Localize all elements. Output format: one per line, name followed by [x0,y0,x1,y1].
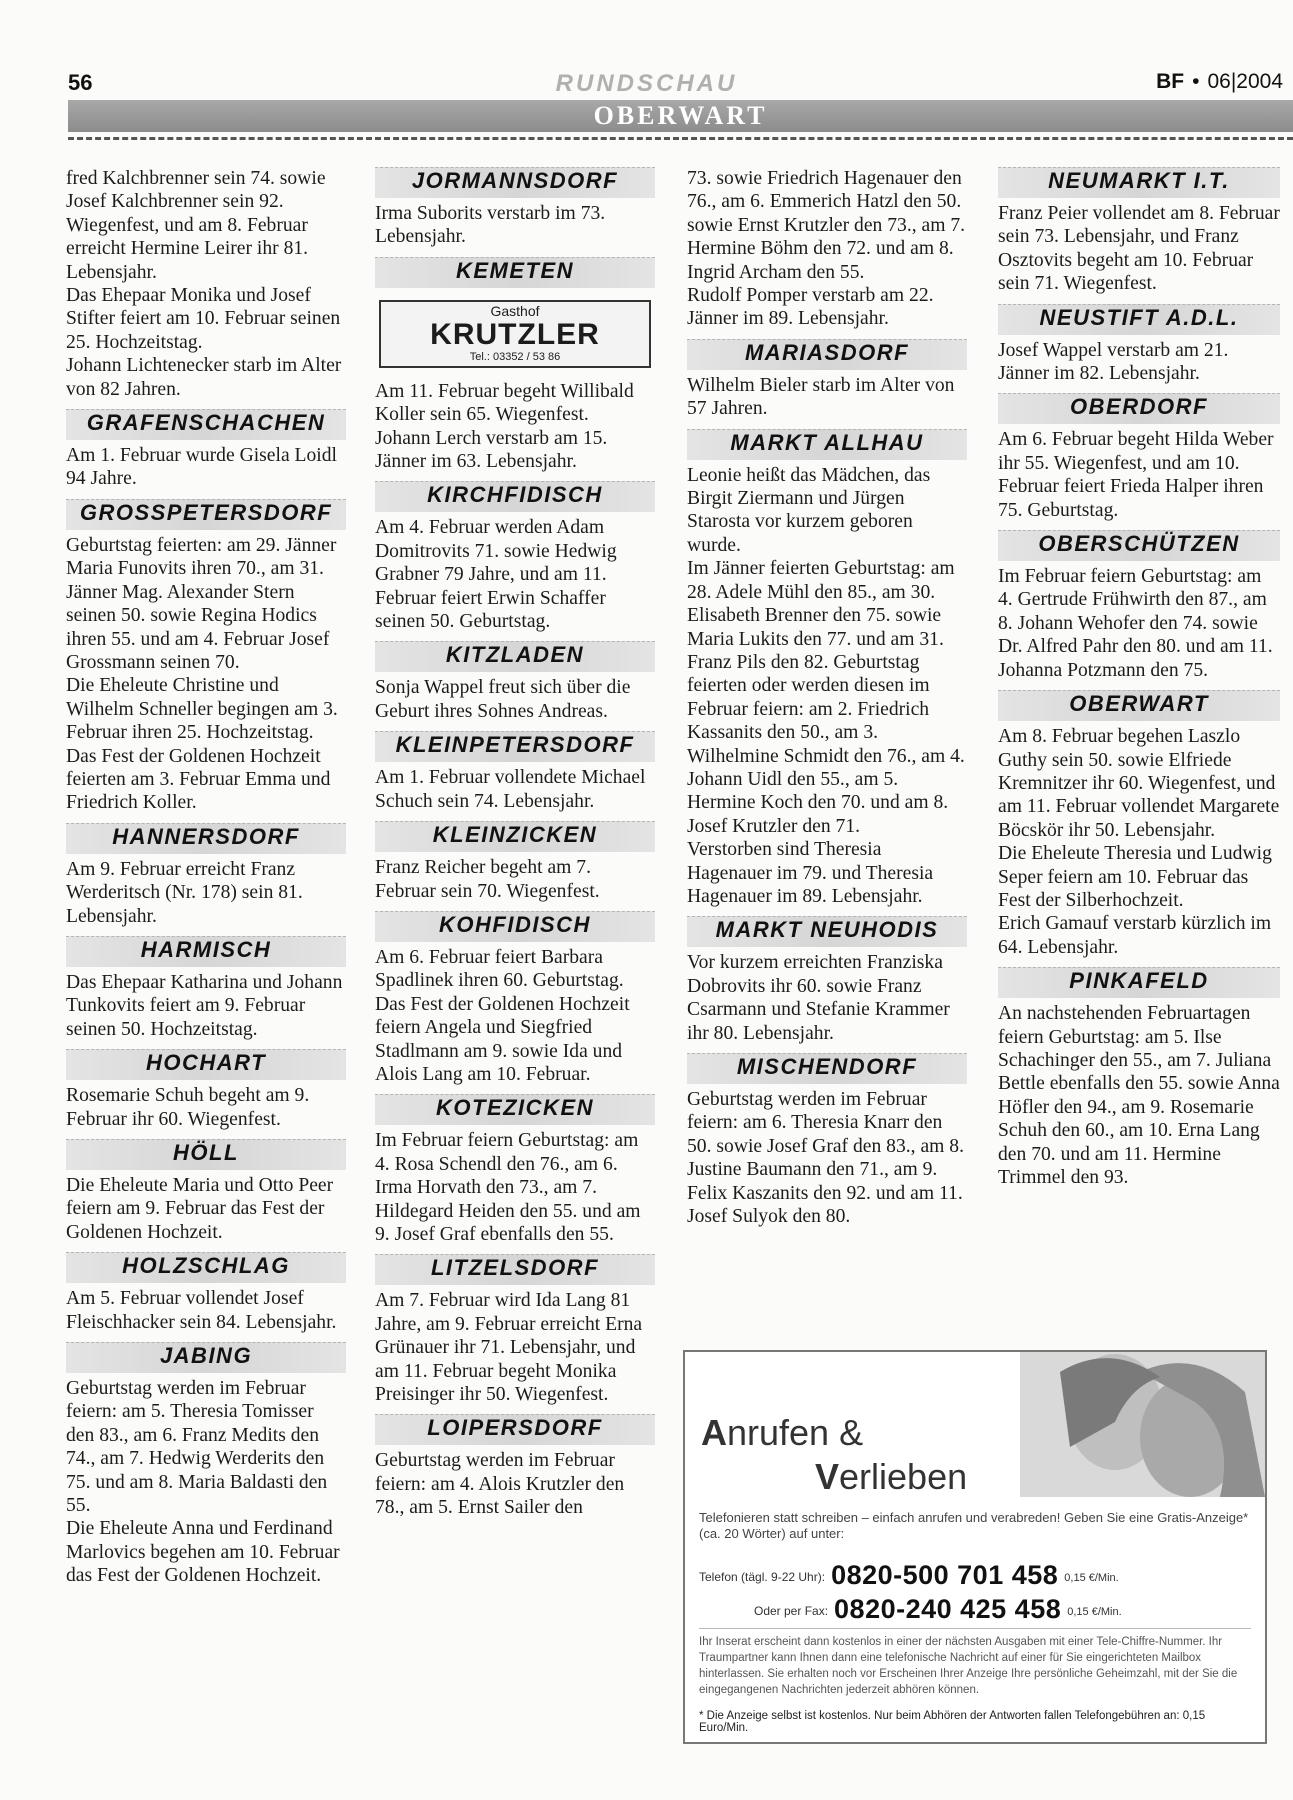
news-paragraph: Im Februar feiern Geburtstag: am 4. Gertrude Frühwirth den 87., am 8. Johann Wehofer den 74. sowie Dr. Alfred Pahr den 80. und am 11. Johanna Potzmann den 75. [998,566,1273,681]
news-paragraph: Rosemarie Schuh begeht am 9. Februar ihr 60. Wiegenfest. [66,1085,310,1130]
news-paragraph: Im Jänner feierten Geburtstag: am 28. Adele Mühl den 85., am 30. Elisabeth Brenner den 75. sowie Maria Lukits den 77. und am 31. Franz Pils den 82. Geburtstag feierten oder werden diesen im Februar feiern: am 2. Friedrich Kassanits den 50., am 3. Wilhelmine Schmidt den 76., am 4. Johann Uidl den 55., am 5. Hermine Koch den 70. und am 8. Josef Krutzler den 71. [687,558,965,837]
fax-row [699,1594,1267,1625]
locality-heading: OBERDORF [998,393,1280,424]
locality-heading: KITZLADEN [375,641,655,672]
phone-label: Telefon (tägl. 9-22 Uhr): [699,1570,826,1584]
news-paragraph: Am 6. Februar feiert Barbara Spadlinek ihren 60. Geburtstag. [375,946,624,992]
news-paragraph: Das Fest der Goldenen Hochzeit feiern Angela und Siegfried Stadlmann am 9. sowie Ida und Alois Lang am 10. Februar. [375,993,630,1085]
gasthof-phone: Tel.: 03352 / 53 86 [469,350,561,363]
news-paragraph: Am 9. Februar erreicht Franz Werderitsch (Nr. 178) sein 81. Lebensjahr. [66,858,303,927]
locality-heading: MARKT NEUHODIS [687,916,967,947]
locality-heading: OBERSCHÜTZEN [998,530,1280,561]
news-paragraph: Am 11. Februar begeht Willibald Koller sein 65. Wiegenfest. [375,380,634,426]
phone-number[interactable]: 0820-500 701 458 [831,1560,1059,1590]
advert-info: Ihr Inserat erscheint dann kostenlos in einer der nächsten Ausgaben mit einer Tele-Chiffre-Nummer. Ihr Traumpartner kann Ihnen dann eine telefonische Nachricht auf einer für Sie eingerichteten Mailbox hinterlassen. Sie erhalten noch vor Erscheinen Ihrer Anzeige Ihre persönliche Geheimzahl, mit der Sie die eingegangenen Nachrichten jederzeit abhören können. [699,1636,1238,1696]
news-paragraph: Geburtstag werden im Februar feiern: am 5. Theresia Tomisser den 83., am 6. Franz Medits den 74., am 7. Hedwig Werderits den 75. und am 8. Maria Baldasti den 55. [66,1378,328,1517]
advert-footnote: * Die Anzeige selbst ist kostenlos. Nur beim Abhören der Antworten fallen Telefongebühren an: 0,15 Euro/Min. [699,1710,1206,1734]
gasthof-krutzler-ad [379,300,651,368]
locality-heading: HARMISCH [66,936,346,967]
locality-heading: NEUMARKT I.T. [998,167,1280,198]
news-paragraph: Am 8. Februar begehen Laszlo Guthy sein 50. sowie Elfriede Kremnitzer ihr 60. Wiegenfest, und am 11. Februar vollendet Margarete Böcskör ihr 50. Lebensjahr. [998,726,1280,841]
news-paragraph: Wilhelm Bieler starb im Alter von 57 Jahren. [687,374,955,420]
locality-heading: KLEINPETERSDORF [375,731,655,762]
advert-title-1: Anrufen & [701,1412,864,1453]
publication-name: BF [1156,70,1185,93]
locality-heading: KOTEZICKEN [375,1094,655,1125]
news-paragraph: Am 1. Februar vollendete Michael Schuch sein 74. Lebensjahr. [375,767,646,812]
article-column-4 [998,167,1280,1189]
fax-number[interactable]: 0820-240 425 458 [834,1594,1062,1624]
news-paragraph: Am 5. Februar vollendet Josef Fleischhacker sein 84. Lebensjahr. [66,1288,337,1333]
locality-heading: HÖLL [66,1139,346,1170]
news-paragraph: fred Kalchbrenner sein 74. sowie Josef Kalchbrenner sein 92. Wiegenfest, und am 8. Februar erreicht Hermine Leirer ihr 81. Lebensjahr. [66,168,326,283]
advert-title-2: Verlieben [815,1456,968,1497]
article-column-1 [66,167,346,1588]
couple-photo [1020,1352,1265,1497]
news-paragraph: Leonie heißt das Mädchen, das Birgit Ziermann und Jürgen Starosta vor kurzem geboren wurde. [687,464,931,556]
phone-row [699,1560,1259,1591]
locality-heading: LITZELSDORF [375,1254,655,1285]
news-paragraph: An nachstehenden Februartagen feiern Geburtstag: am 5. Ilse Schachinger den 55., am 7. Juliana Bettle ebenfalls den 55. sowie Anna Höfler den 94., am 9. Rosemarie Schuh den 60., am 10. Erna Lang den 70. und am 11. Hermine Trimmel den 93. [998,1003,1280,1188]
issue-info: BF • 06|2004 [1156,70,1283,93]
locality-heading: MARKT ALLHAU [687,429,967,460]
phone-price: 0,15 €/Min. [1064,1572,1119,1584]
news-paragraph: Geburtstag werden im Februar feiern: am 6. Theresia Knarr den 50. sowie Josef Graf den 83., am 8. Justine Baumann den 71., am 9. Felix Kaszanits den 92. und am 11. Josef Sulyok den 80. [687,1089,964,1228]
news-paragraph: Josef Wappel verstarb am 21. Jänner im 82. Lebensjahr. [998,339,1229,385]
locality-heading: HOLZSCHLAG [66,1252,346,1283]
advert-rule [699,1628,1251,1629]
news-paragraph: Am 6. Februar begeht Hilda Weber ihr 55. Wiegenfest, und am 10. Februar feiert Frieda Halper ihren 75. Geburtstag. [998,429,1274,521]
locality-heading: KEMETEN [375,257,655,288]
page-number: 56 [68,70,93,95]
article-column-3 [687,167,967,1228]
news-paragraph: Irma Suborits verstarb im 73. Lebensjahr. [375,203,606,248]
news-paragraph: Rudolf Pomper verstarb am 22. Jänner im 89. Lebensjahr. [687,285,934,330]
locality-heading: OBERWART [998,690,1280,721]
news-paragraph: Johann Lerch verstarb am 15. Jänner im 63. Lebensjahr. [375,427,608,473]
news-paragraph: Geburtstag werden im Februar feiern: am 4. Alois Krutzler den 78., am 5. Ernst Sailer den [375,1450,625,1519]
news-paragraph: Franz Peier vollendet am 8. Februar sein 73. Lebensjahr, und Franz Osztovits begeht am 10. Februar sein 71. Wiegenfest. [998,203,1280,295]
news-paragraph: Am 7. Februar wird Ida Lang 81 Jahre, am 9. Februar erreicht Erna Grünauer ihr 71. Lebensjahr, und am 11. Februar begeht Monika Preisinger ihr 50. Wiegenfest. [375,1290,643,1405]
locality-heading: JORMANNSDORF [375,167,655,198]
news-paragraph: Die Eheleute Theresia und Ludwig Seper feiern am 10. Februar das Fest der Silberhochzeit. [998,843,1272,911]
dating-advert [683,1350,1267,1744]
news-paragraph: Erich Gamauf verstarb kürzlich im 64. Lebensjahr. [998,913,1272,958]
news-paragraph: Johann Lichtenecker starb im Alter von 82 Jahren. [66,355,342,400]
issue-number: 06|2004 [1207,70,1283,93]
gasthof-name: KRUTZLER [430,317,600,351]
article-column-2 [375,167,655,1520]
news-paragraph: Vor kurzem erreichten Franziska Dobrovits ihr 60. sowie Franz Csarmann und Stefanie Krammer ihr 80. Lebensjahr. [687,952,950,1044]
news-paragraph: Franz Reicher begeht am 7. Februar sein 70. Wiegenfest. [375,857,600,902]
locality-heading: HOCHART [66,1049,346,1080]
locality-heading: HANNERSDORF [66,823,346,854]
locality-heading: LOIPERSDORF [375,1414,655,1445]
advert-intro: Telefonieren statt schreiben – einfach anrufen und verabreden! Geben Sie eine Gratis-Anzeige* (ca. 20 Wörter) auf unter: [699,1510,1249,1541]
news-paragraph: Die Eheleute Anna und Ferdinand Marlovics begehen am 10. Februar das Fest der Goldenen Hochzeit. [66,1518,340,1587]
news-paragraph: Verstorben sind Theresia Hagenauer im 79. und Theresia Hagenauer im 89. Lebensjahr. [687,839,934,907]
news-paragraph: Am 1. Februar wurde Gisela Loidl 94 Jahre. [66,445,337,490]
fax-label: Oder per Fax: [754,1604,829,1618]
locality-heading: KOHFIDISCH [375,911,655,942]
news-paragraph: Das Ehepaar Katharina und Johann Tunkovits feiert am 9. Februar seinen 50. Hochzeitstag. [66,971,343,1040]
news-paragraph: Das Fest der Goldenen Hochzeit feierten am 3. Februar Emma und Friedrich Koller. [66,745,331,814]
news-paragraph: Am 4. Februar werden Adam Domitrovits 71. sowie Hedwig Grabner 79 Jahre, und am 11. Februar feiert Erwin Schaffer seinen 50. Geburtstag. [375,517,617,633]
locality-heading: NEUSTIFT A.D.L. [998,304,1280,335]
news-paragraph: Die Eheleute Maria und Otto Peer feiern am 9. Februar das Fest der Goldenen Hochzeit. [66,1175,334,1243]
news-paragraph: 73. sowie Friedrich Hagenauer den 76., am 6. Emmerich Hatzl den 50. sowie Ernst Krutzler den 73., am 7. Hermine Böhm den 72. und am 8. Ingrid Archam den 55. [687,168,966,283]
locality-heading: MARIASDORF [687,339,967,370]
locality-heading: PINKAFELD [998,967,1280,998]
news-paragraph: Sonja Wappel freut sich über die Geburt ihres Sohnes Andreas. [375,677,631,722]
news-paragraph: Das Ehepaar Monika und Josef Stifter feiert am 10. Februar seinen 25. Hochzeitstag. [66,285,341,353]
locality-heading: MISCHENDORF [687,1053,967,1084]
region-banner: OBERWART [68,100,1293,132]
locality-heading: KIRCHFIDISCH [375,481,655,512]
locality-heading: GRAFENSCHACHEN [66,409,346,440]
news-paragraph: Im Februar feiern Geburtstag: am 4. Rosa Schendl den 76., am 6. Irma Horvath den 73., am 7. Hildegard Heiden den 55. und am 9. Josef Graf ebenfalls den 55. [375,1130,641,1245]
locality-heading: GROSSPETERSDORF [66,499,346,530]
fax-price: 0,15 €/Min. [1067,1606,1122,1618]
section-title: RUNDSCHAU [555,70,738,97]
locality-heading: KLEINZICKEN [375,821,655,852]
news-paragraph: Die Eheleute Christine und Wilhelm Schneller begingen am 3. Februar ihren 25. Hochzeitstag. [66,675,338,744]
news-paragraph: Geburtstag feierten: am 29. Jänner Maria Funovits ihren 70., am 31. Jänner Mag. Alexander Stern seinen 50. sowie Regina Hodics ihren 55. und am 4. Februar Josef Grossmann seinen 70. [66,534,337,673]
locality-heading: JABING [66,1342,346,1373]
gasthof-label: Gasthof [490,302,540,319]
